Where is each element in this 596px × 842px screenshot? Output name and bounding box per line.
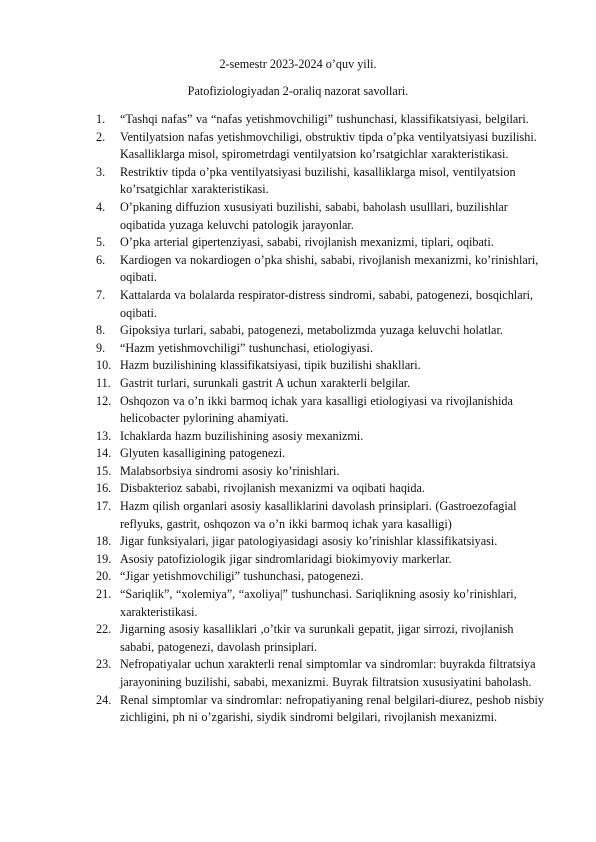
question-text: Kardiogen va nokardiogen o’pka shishi, sababi, rivojlanish mexanizmi, ko’rinishlari, oqibati. bbox=[120, 252, 539, 285]
question-text: Renal simptomlar va sindromlar: nefropatiyaning renal belgilari-diurez, peshob nisbiy zichligini, ph ni o’zgarishi, siydik sindromi belgilari, rivojlanish mexanizmi. bbox=[120, 692, 545, 725]
question-text: Malabsorbsiya sindromi asosiy ko’rinishlari. bbox=[120, 463, 340, 478]
question-number: 15. bbox=[96, 463, 112, 478]
question-number: 3. bbox=[96, 164, 106, 179]
question-item bbox=[96, 586, 546, 621]
question-item bbox=[96, 252, 546, 287]
question-item bbox=[96, 199, 546, 234]
question-number: 23. bbox=[96, 657, 112, 672]
question-item bbox=[96, 375, 546, 393]
question-number: 11. bbox=[96, 375, 111, 390]
semester-title: 2-semestr 2023-2024 o’quv yili. bbox=[219, 57, 377, 71]
question-item bbox=[96, 340, 546, 358]
question-item bbox=[96, 287, 546, 322]
question-text: Ventilyatsion nafas yetishmovchiligi, obstruktiv tipda o’pka ventilyatsiyasi buzilishi. Kasalliklarga misol, spirometrdagi ventilyatsion ko’rsatgichlar xarakteristikasi. bbox=[120, 129, 537, 162]
question-text: Asosiy patofiziologik jigar sindromlaridagi biokimyoviy markerlar. bbox=[120, 551, 452, 566]
question-text: O’pka arterial gipertenziyasi, sababi, rivojlanish mexanizmi, tiplari, oqibati. bbox=[120, 235, 494, 250]
question-number: 20. bbox=[96, 569, 112, 584]
question-number: 12. bbox=[96, 393, 112, 408]
question-number: 22. bbox=[96, 622, 112, 637]
question-number: 7. bbox=[96, 287, 106, 302]
question-text: Jigar funksiyalari, jigar patologiyasidagi asosiy ko’rinishlar klassifikatsiyasi. bbox=[120, 534, 498, 549]
question-item bbox=[96, 480, 546, 498]
question-item bbox=[96, 463, 546, 481]
question-number: 18. bbox=[96, 534, 112, 549]
question-item bbox=[96, 533, 546, 551]
question-text: O’pkaning diffuzion xususiyati buzilishi, sababi, baholash usulllari, buzilishlar oqibatida yuzaga keluvchi patologik jarayonlar. bbox=[120, 199, 508, 232]
question-item bbox=[96, 656, 546, 691]
question-number: 21. bbox=[96, 587, 112, 602]
question-item bbox=[96, 568, 546, 586]
question-item bbox=[96, 621, 546, 656]
question-number: 6. bbox=[96, 252, 106, 267]
question-text: Disbakterioz sababi, rivojlanish mexanizmi va oqibati haqida. bbox=[120, 481, 425, 496]
question-item bbox=[96, 428, 546, 446]
question-text: Hazm qilish organlari asosiy kasalliklarini davolash prinsiplari. (Gastroezofagial reflyuks, gastrit, oshqozon va o’n ikki barmoq ichak yara kasalligi) bbox=[120, 499, 517, 531]
question-number: 13. bbox=[96, 428, 112, 443]
question-text: “Jigar yetishmovchiligi” tushunchasi, patogenezi. bbox=[120, 569, 364, 584]
question-number: 5. bbox=[96, 235, 106, 250]
question-text: Ichaklarda hazm buzilishining asosiy mexanizmi. bbox=[120, 428, 364, 443]
question-text: “Sariqlik”, “xolemiya”, “axoliya|” tushunchasi. Sariqlikning asosiy ko’rinishlari, xarakteristikasi. bbox=[120, 587, 517, 619]
question-text: Kattalarda va bolalarda respirator-distress sindromi, sababi, patogenezi, bosqichlari, oqibati. bbox=[120, 287, 534, 320]
question-number: 17. bbox=[96, 499, 112, 514]
question-number: 10. bbox=[96, 358, 112, 373]
question-item bbox=[96, 164, 546, 199]
question-number: 9. bbox=[96, 340, 106, 355]
question-text: Nefropatiyalar uchun xarakterli renal simptomlar va sindromlar: buyrakda filtratsiya jarayonining buzilishi, sababi, mexanizmi. Buyrak filtratsion xususiyatini baholash. bbox=[120, 657, 536, 689]
question-number: 2. bbox=[96, 129, 106, 144]
question-text: Jigarning asosiy kasalliklari ,o’tkir va surunkali gepatit, jigar sirrozi, rivojlanish sababi, patogenezi, davolash prinsiplari. bbox=[120, 622, 514, 654]
question-number: 16. bbox=[96, 481, 112, 496]
question-text: “Hazm yetishmovchiligi” tushunchasi, etiologiyasi. bbox=[120, 340, 373, 355]
question-item bbox=[96, 498, 546, 533]
question-text: Glyuten kasalligining patogenezi. bbox=[120, 446, 286, 461]
question-text: Gastrit turlari, surunkali gastrit A uchun xarakterli belgilar. bbox=[120, 375, 411, 390]
question-item bbox=[96, 234, 546, 252]
question-number: 1. bbox=[96, 112, 106, 126]
question-item bbox=[96, 551, 546, 569]
question-item bbox=[96, 445, 546, 463]
question-item bbox=[96, 393, 546, 428]
question-number: 24. bbox=[96, 692, 112, 707]
question-text: Hazm buzilishining klassifikatsiyasi, tipik buzilishi shakllari. bbox=[120, 358, 421, 373]
question-number: 14. bbox=[96, 446, 112, 461]
question-number: 4. bbox=[96, 199, 106, 214]
exam-title: Patofiziologiyadan 2-oraliq nazorat savollari. bbox=[187, 84, 409, 98]
question-item bbox=[96, 692, 546, 727]
question-item bbox=[96, 129, 546, 164]
question-item bbox=[96, 322, 546, 340]
question-item bbox=[96, 357, 546, 375]
question-number: 19. bbox=[96, 551, 112, 566]
question-item bbox=[96, 111, 546, 129]
question-text: Oshqozon va o’n ikki barmoq ichak yara kasalligi etiologiyasi va rivojlanishida helicobacter pylorining ahamiyati. bbox=[120, 393, 513, 426]
question-list bbox=[96, 111, 546, 727]
question-text: “Tashqi nafas” va “nafas yetishmovchiligi” tushunchasi, klassifikatsiyasi, belgilari. bbox=[120, 112, 529, 126]
question-text: Restriktiv tipda o’pka ventilyatsiyasi buzilishi, kasalliklarga misol, ventilyatsion ko’rsatgichlar xarakteristikasi. bbox=[120, 164, 516, 197]
question-text: Gipoksiya turlari, sababi, patogenezi, metabolizmda yuzaga keluvchi holatlar. bbox=[120, 323, 503, 338]
question-number: 8. bbox=[96, 323, 106, 338]
